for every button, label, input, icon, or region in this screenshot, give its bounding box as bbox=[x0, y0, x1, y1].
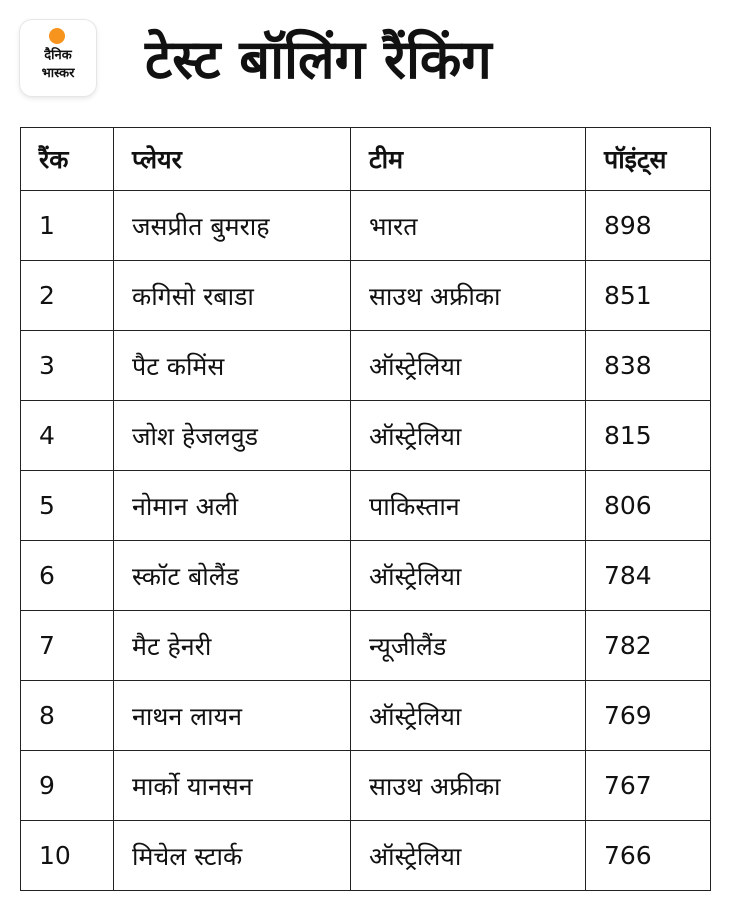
table-row bbox=[21, 681, 711, 751]
player-cell: कगिसो रबाडा bbox=[114, 261, 351, 331]
rank-cell: 10 bbox=[21, 821, 114, 891]
header-player: प्लेयर bbox=[114, 128, 351, 191]
points-cell: 851 bbox=[586, 261, 711, 331]
team-cell: साउथ अफ्रीका bbox=[351, 261, 586, 331]
team-cell: ऑस्ट्रेलिया bbox=[351, 681, 586, 751]
table-row bbox=[21, 751, 711, 821]
player-cell: नाथन लायन bbox=[114, 681, 351, 751]
player-cell: मैट हेनरी bbox=[114, 611, 351, 681]
rank-cell: 6 bbox=[21, 541, 114, 611]
table-row bbox=[21, 821, 711, 891]
header-points: पॉइंट्स bbox=[586, 128, 711, 191]
team-cell: ऑस्ट्रेलिया bbox=[351, 401, 586, 471]
header-rank: रैंक bbox=[21, 128, 114, 191]
rank-cell: 5 bbox=[21, 471, 114, 541]
points-cell: 766 bbox=[586, 821, 711, 891]
table-row bbox=[21, 471, 711, 541]
rankings-table bbox=[20, 127, 711, 891]
table-row bbox=[21, 401, 711, 471]
team-cell: साउथ अफ्रीका bbox=[351, 751, 586, 821]
points-cell: 767 bbox=[586, 751, 711, 821]
page-title: टेस्ट बॉलिंग रैंकिंग bbox=[145, 28, 492, 91]
player-cell: जोश हेजलवुड bbox=[114, 401, 351, 471]
dainik-bhaskar-logo bbox=[20, 20, 96, 96]
rank-cell: 2 bbox=[21, 261, 114, 331]
points-cell: 806 bbox=[586, 471, 711, 541]
sun-icon bbox=[49, 28, 65, 44]
header-team: टीम bbox=[351, 128, 586, 191]
player-cell: जसप्रीत बुमराह bbox=[114, 191, 351, 261]
player-cell: नोमान अली bbox=[114, 471, 351, 541]
team-cell: भारत bbox=[351, 191, 586, 261]
team-cell: पाकिस्तान bbox=[351, 471, 586, 541]
logo-text-line1: दैनिक bbox=[44, 48, 72, 63]
rank-cell: 8 bbox=[21, 681, 114, 751]
player-cell: मिचेल स्टार्क bbox=[114, 821, 351, 891]
player-cell: स्कॉट बोलैंड bbox=[114, 541, 351, 611]
table-row bbox=[21, 331, 711, 401]
points-cell: 838 bbox=[586, 331, 711, 401]
team-cell: ऑस्ट्रेलिया bbox=[351, 821, 586, 891]
points-cell: 815 bbox=[586, 401, 711, 471]
player-cell: पैट कमिंस bbox=[114, 331, 351, 401]
rank-cell: 4 bbox=[21, 401, 114, 471]
table-row bbox=[21, 261, 711, 331]
player-cell: मार्को यानसन bbox=[114, 751, 351, 821]
team-cell: ऑस्ट्रेलिया bbox=[351, 331, 586, 401]
team-cell: ऑस्ट्रेलिया bbox=[351, 541, 586, 611]
table-row bbox=[21, 191, 711, 261]
points-cell: 769 bbox=[586, 681, 711, 751]
table-header-row bbox=[21, 128, 711, 191]
points-cell: 898 bbox=[586, 191, 711, 261]
rank-cell: 3 bbox=[21, 331, 114, 401]
rank-cell: 7 bbox=[21, 611, 114, 681]
table-row bbox=[21, 611, 711, 681]
rank-cell: 1 bbox=[21, 191, 114, 261]
table-row bbox=[21, 541, 711, 611]
logo-text-line2: भास्कर bbox=[41, 66, 75, 81]
points-cell: 784 bbox=[586, 541, 711, 611]
rank-cell: 9 bbox=[21, 751, 114, 821]
points-cell: 782 bbox=[586, 611, 711, 681]
team-cell: न्यूजीलैंड bbox=[351, 611, 586, 681]
